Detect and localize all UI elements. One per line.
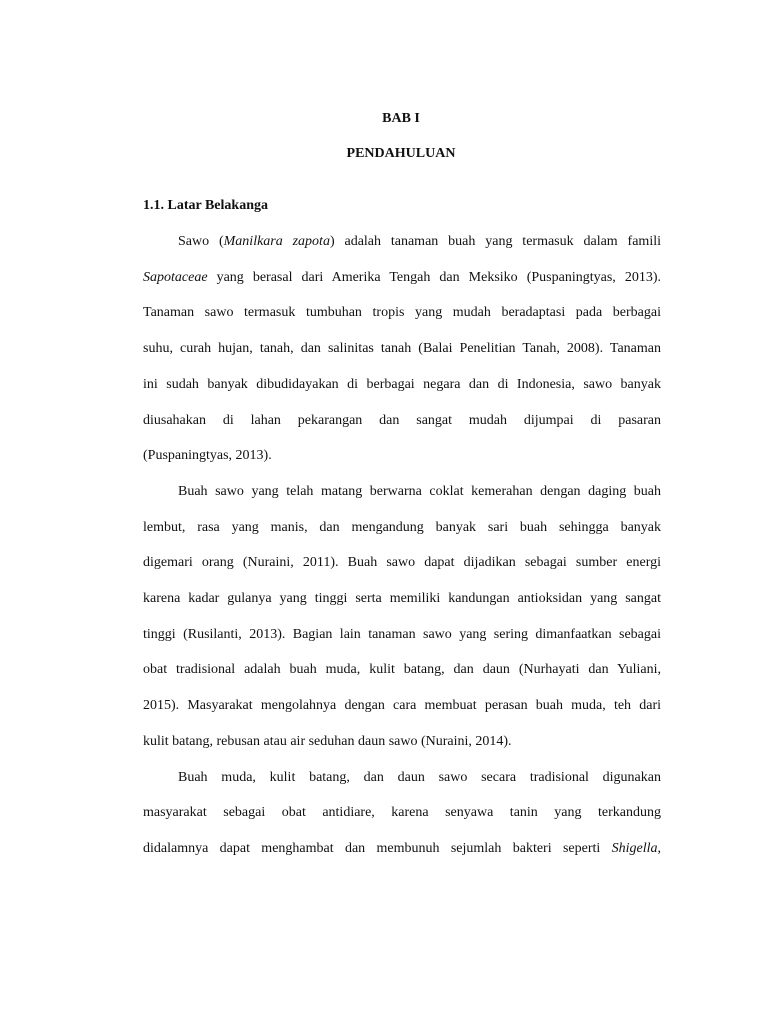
text-run: tinggi (Rusilanti, 2013). Bagian lain tanaman sawo yang sering dimanfaatkan sebagai	[143, 626, 661, 642]
paragraph-1-line	[143, 377, 661, 393]
paragraph-2-line	[143, 555, 661, 571]
italic-term: Manilkara zapota	[223, 234, 330, 249]
paragraph-2-line	[178, 484, 661, 500]
paragraph-1-line	[143, 270, 661, 286]
paragraph-1-line	[178, 234, 661, 250]
paragraph-1-line	[143, 305, 661, 321]
text-run: Buah muda, kulit batang, dan daun sawo secara tradisional digunakan	[178, 769, 661, 785]
text-run: ini sudah banyak dibudidayakan di berbagai negara dan di Indonesia, sawo banyak	[143, 376, 661, 392]
text-run: diusahakan di lahan pekarangan dan sangat mudah dijumpai di pasaran	[143, 412, 661, 428]
text-run: obat tradisional adalah buah muda, kulit batang, dan daun (Nurhayati dan Yuliani,	[143, 662, 661, 678]
paragraph-2-line	[143, 520, 661, 536]
text-run: suhu, curah hujan, tanah, dan salinitas tanah (Balai Penelitian Tanah, 2008). Tanaman	[143, 341, 661, 357]
paragraph-3-line	[143, 805, 661, 821]
paragraph-3-line	[178, 770, 661, 786]
section-heading: 1.1. Latar Belakanga	[143, 198, 268, 213]
italic-term: Shigella	[611, 840, 658, 856]
italic-term: Sapotaceae	[143, 269, 208, 285]
text-run: Sawo (	[178, 234, 224, 249]
text-run: lembut, rasa yang manis, dan mengandung banyak sari buah sehingga banyak	[143, 519, 661, 535]
paragraph-2-line	[143, 627, 661, 643]
paragraph-1-line	[143, 341, 661, 357]
chapter-title: PENDAHULUAN	[346, 146, 456, 161]
text-run: karena kadar gulanya yang tinggi serta memiliki kandungan antioksidan yang sangat	[143, 591, 661, 606]
text-run: digemari orang (Nuraini, 2011). Buah sawo dapat dijadikan sebagai sumber energi	[143, 555, 661, 571]
chapter-number: BAB I	[382, 111, 420, 126]
paragraph-2-line	[143, 662, 661, 678]
paragraph-2-line	[143, 734, 661, 750]
paragraph-1-line	[143, 413, 661, 429]
text-run: Buah sawo yang telah matang berwarna coklat kemerahan dengan daging buah	[178, 483, 661, 499]
text-run: Tanaman sawo termasuk tumbuhan tropis yang mudah beradaptasi pada berbagai	[143, 305, 661, 321]
text-run: (Puspaningtyas, 2013).	[143, 448, 272, 464]
text-run: kulit batang, rebusan atau air seduhan daun sawo (Nuraini, 2014).	[143, 733, 512, 749]
text-run: 2015). Masyarakat mengolahnya dengan cara membuat perasan buah muda, teh dari	[143, 698, 661, 714]
paragraph-3-line	[143, 841, 661, 857]
text-run: didalamnya dapat menghambat dan membunuh sejumlah bakteri seperti	[143, 840, 612, 856]
text-run: ,	[657, 840, 661, 856]
paragraph-1-line	[143, 448, 661, 464]
paragraph-2-line	[143, 698, 661, 714]
text-run: yang berasal dari Amerika Tengah dan Meksiko (Puspaningtyas, 2013).	[207, 269, 661, 285]
text-run: ) adalah tanaman buah yang termasuk dalam famili	[329, 234, 661, 249]
paragraph-2-line	[143, 591, 661, 607]
text-run: masyarakat sebagai obat antidiare, karena senyawa tanin yang terkandung	[143, 805, 661, 821]
